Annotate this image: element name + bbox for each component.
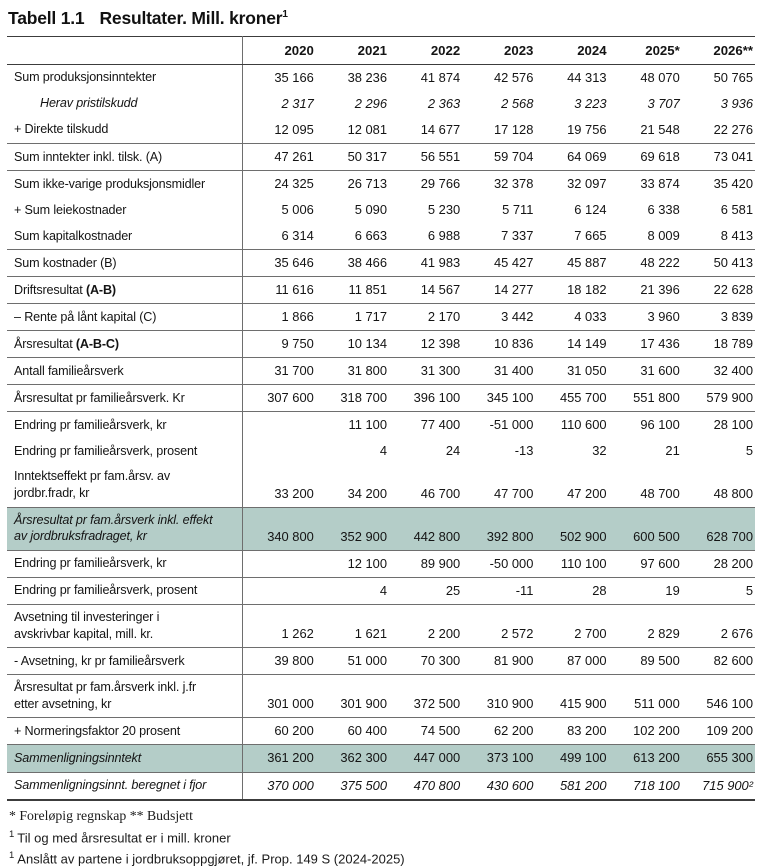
value-cell: 77 400 <box>389 412 462 439</box>
value-cell: 33 200 <box>274 485 314 501</box>
column-header: 2025* <box>609 37 682 65</box>
value-cell: 613 200 <box>609 745 682 772</box>
value-cell <box>243 550 316 577</box>
table-row <box>7 648 755 675</box>
value-cell: 1 621 <box>316 604 389 647</box>
results-table <box>7 36 755 801</box>
value-cell: 7 337 <box>501 228 534 244</box>
value-cell: 2 363 <box>427 96 461 112</box>
table-row <box>7 144 755 171</box>
value-cell: 62 200 <box>462 718 535 745</box>
value-cell: 10 134 <box>316 331 389 358</box>
value-cell: 718 100 <box>609 772 682 800</box>
row-label: Endring pr familieårsverk, prosent <box>7 577 243 604</box>
value-cell: 442 800 <box>389 507 462 550</box>
value-cell: 3 707 <box>647 96 680 112</box>
table-row <box>7 117 755 144</box>
value-cell: 12 081 <box>347 122 387 138</box>
value-cell: 455 700 <box>535 385 608 412</box>
value-cell: 41 874 <box>420 70 461 85</box>
value-cell: 6 338 <box>647 202 680 218</box>
value-cell: 48 700 <box>640 485 680 501</box>
value-cell: 81 900 <box>462 648 535 675</box>
value-cell: 370 000 <box>243 772 316 800</box>
value-cell: 35 646 <box>243 250 316 277</box>
row-label: Sammenligningsinntekt <box>7 745 243 772</box>
value-cell: 19 <box>609 577 682 604</box>
row-label: Herav pristilskudd <box>7 91 243 117</box>
value-cell: 3 839 <box>682 304 755 331</box>
value-cell: 12 095 <box>274 122 314 138</box>
column-header: 2020 <box>243 37 316 65</box>
value-cell: 73 041 <box>682 144 755 171</box>
value-cell: 447 000 <box>389 745 462 772</box>
value-cell: 307 600 <box>243 385 316 412</box>
value-cell: 89 900 <box>389 550 462 577</box>
table-row <box>7 331 755 358</box>
row-label: + Sum leiekostnader <box>7 197 243 223</box>
value-cell: 715 900² <box>682 772 755 800</box>
value-cell: 3 960 <box>609 304 682 331</box>
value-cell: 48 800 <box>713 485 753 501</box>
row-label: Sum kostnader (B) <box>7 250 243 277</box>
value-cell: 372 500 <box>389 675 462 718</box>
value-cell: -13 <box>514 443 534 459</box>
row-label: Endring pr familieårsverk, kr <box>7 412 243 439</box>
value-cell: 655 300 <box>682 745 755 772</box>
value-cell: 39 800 <box>243 648 316 675</box>
value-cell: 362 300 <box>316 745 389 772</box>
value-cell: 3 223 <box>574 96 607 112</box>
value-cell: 32 097 <box>535 171 608 198</box>
value-cell: 69 618 <box>609 144 682 171</box>
value-cell: 32 <box>592 443 607 459</box>
value-cell: 110 100 <box>535 550 608 577</box>
value-cell: 340 800 <box>243 507 316 550</box>
value-cell: 70 300 <box>389 648 462 675</box>
value-cell: 579 900 <box>682 385 755 412</box>
value-cell: 502 900 <box>535 507 608 550</box>
table-row <box>7 223 755 250</box>
value-cell: -11 <box>462 577 535 604</box>
value-cell: 11 616 <box>243 277 316 304</box>
value-cell: 25 <box>389 577 462 604</box>
value-cell: 318 700 <box>316 385 389 412</box>
value-cell: 17 128 <box>493 122 534 138</box>
value-cell: 96 100 <box>609 412 682 439</box>
table-row <box>7 197 755 223</box>
value-cell: 110 600 <box>535 412 608 439</box>
value-cell: 14 149 <box>535 331 608 358</box>
value-cell: 56 551 <box>389 144 462 171</box>
value-cell: 50 317 <box>316 144 389 171</box>
value-cell: 373 100 <box>462 745 535 772</box>
value-cell: 87 000 <box>535 648 608 675</box>
value-cell: 361 200 <box>243 745 316 772</box>
value-cell: 60 200 <box>243 718 316 745</box>
table-row <box>7 550 755 577</box>
row-label: Årsresultat pr familieårsverk. Kr <box>7 385 243 412</box>
value-cell: 7 665 <box>574 228 607 244</box>
value-cell: 6 314 <box>281 228 314 244</box>
value-cell: 5 006 <box>281 202 314 218</box>
value-cell: 5 711 <box>502 202 534 218</box>
row-label: Sammenligningsinnt. beregnet i fjor <box>7 772 243 800</box>
value-cell: 3 936 <box>720 96 753 112</box>
value-cell: 32 400 <box>682 358 755 385</box>
value-cell: 74 500 <box>389 718 462 745</box>
value-cell: 1 262 <box>243 604 316 647</box>
value-cell: 11 100 <box>316 412 389 439</box>
value-cell: 301 000 <box>243 675 316 718</box>
value-cell: 310 900 <box>462 675 535 718</box>
value-cell: 2 296 <box>354 96 387 112</box>
value-cell: 12 398 <box>389 331 462 358</box>
table-title <box>8 8 762 29</box>
value-cell: 8 009 <box>647 228 680 244</box>
value-cell: 28 <box>535 577 608 604</box>
table-row <box>7 171 755 198</box>
value-cell: 45 427 <box>462 250 535 277</box>
row-label: Sum inntekter inkl. tilsk. (A) <box>7 144 243 171</box>
value-cell: 5 230 <box>427 202 461 218</box>
value-cell: 11 851 <box>316 277 389 304</box>
footnote-mark: 1 <box>9 828 15 840</box>
row-label: Avsetning til investeringer i avskrivbar kapital, mill. kr. <box>7 604 243 647</box>
row-label: Årsresultat pr fam.årsverk inkl. effekt av jordbruksfradraget, kr <box>7 507 243 550</box>
value-cell: 6 663 <box>354 228 387 244</box>
table-row <box>7 65 755 92</box>
value-cell: 375 500 <box>316 772 389 800</box>
value-cell: 2 700 <box>535 604 608 647</box>
value-cell: 8 413 <box>720 228 753 244</box>
value-cell: 2 170 <box>389 304 462 331</box>
table-title-number: Tabell 1.1 <box>8 8 85 28</box>
value-cell: 44 313 <box>567 70 607 85</box>
footnote: $^1$ Anslått av partene i jordbruksoppgjøret, jf. Prop. 149 S (2024-2025) <box>9 849 405 866</box>
row-label: + Normeringsfaktor 20 prosent <box>7 718 243 745</box>
value-cell: 38 236 <box>347 70 387 85</box>
value-cell: 511 000 <box>609 675 682 718</box>
header-row <box>7 37 755 65</box>
table-header <box>7 37 755 65</box>
value-cell: 14 277 <box>462 277 535 304</box>
value-cell: 600 500 <box>609 507 682 550</box>
value-cell: 31 600 <box>609 358 682 385</box>
value-cell: 31 700 <box>243 358 316 385</box>
value-cell: 102 200 <box>609 718 682 745</box>
value-cell: 47 261 <box>243 144 316 171</box>
value-cell: 9 750 <box>243 331 316 358</box>
value-cell: 5 <box>745 443 753 459</box>
table-row <box>7 675 755 718</box>
value-cell: 14 567 <box>389 277 462 304</box>
value-cell: 24 325 <box>243 171 316 198</box>
value-cell: 1 866 <box>243 304 316 331</box>
table-row <box>7 577 755 604</box>
value-cell: 41 983 <box>389 250 462 277</box>
column-header: 2022 <box>389 37 462 65</box>
value-cell: 17 436 <box>609 331 682 358</box>
value-cell: 352 900 <box>316 507 389 550</box>
value-cell: 109 200 <box>682 718 755 745</box>
row-label: - Avsetning, kr pr familieårsverk <box>7 648 243 675</box>
table-row <box>7 277 755 304</box>
footnote: * Foreløpig regnskap ** Budsjett <box>9 807 193 823</box>
value-cell <box>243 438 316 464</box>
value-cell: 18 789 <box>682 331 755 358</box>
value-cell: 28 100 <box>682 412 755 439</box>
value-cell: 396 100 <box>389 385 462 412</box>
value-cell: 82 600 <box>682 648 755 675</box>
table-row <box>7 507 755 550</box>
value-cell: 24 <box>445 443 461 459</box>
row-label: Årsresultat pr fam.årsverk inkl. j.fr etter avsetning, kr <box>7 675 243 718</box>
table-row <box>7 604 755 647</box>
value-cell: 64 069 <box>535 144 608 171</box>
value-cell: 6 988 <box>427 228 461 244</box>
column-header: 2023 <box>462 37 535 65</box>
value-cell: 59 704 <box>462 144 535 171</box>
value-cell: 31 400 <box>462 358 535 385</box>
value-cell: 2 568 <box>501 96 534 112</box>
value-cell: 345 100 <box>462 385 535 412</box>
value-cell: -50 000 <box>462 550 535 577</box>
value-cell: 301 900 <box>316 675 389 718</box>
value-cell: 28 200 <box>682 550 755 577</box>
value-cell: 60 400 <box>316 718 389 745</box>
value-cell: 35 420 <box>682 171 755 198</box>
value-cell: 47 200 <box>567 485 607 501</box>
row-label: Driftsresultat (A-B) <box>7 277 243 304</box>
value-cell: 32 378 <box>462 171 535 198</box>
table-row <box>7 250 755 277</box>
value-cell: 31 300 <box>389 358 462 385</box>
value-cell: 21 548 <box>640 122 680 138</box>
table-row <box>7 412 755 439</box>
table-row <box>7 464 755 507</box>
value-cell: 546 100 <box>682 675 755 718</box>
value-cell: 22 628 <box>682 277 755 304</box>
value-cell: 45 887 <box>535 250 608 277</box>
value-cell: 26 713 <box>316 171 389 198</box>
value-cell: 33 874 <box>609 171 682 198</box>
value-cell: 4 033 <box>535 304 608 331</box>
value-cell: 35 166 <box>274 70 314 85</box>
value-cell: 31 050 <box>535 358 608 385</box>
value-cell: 19 756 <box>567 122 607 138</box>
value-cell: 14 677 <box>420 122 461 138</box>
value-cell <box>243 412 316 439</box>
value-cell: 5 <box>682 577 755 604</box>
value-cell: 12 100 <box>316 550 389 577</box>
value-cell: 415 900 <box>535 675 608 718</box>
value-cell: 4 <box>379 443 387 459</box>
value-cell: 10 836 <box>462 331 535 358</box>
table-title-footnote-mark: 1 <box>282 9 288 21</box>
footnotes <box>9 808 762 866</box>
row-label: + Direkte tilskudd <box>7 117 243 144</box>
table-row <box>7 438 755 464</box>
value-cell: 29 766 <box>389 171 462 198</box>
value-cell: 628 700 <box>682 507 755 550</box>
value-cell: -51 000 <box>462 412 535 439</box>
value-cell: 2 829 <box>609 604 682 647</box>
table-row <box>7 718 755 745</box>
table-row <box>7 358 755 385</box>
value-cell: 3 442 <box>462 304 535 331</box>
row-label: Inntektseffekt pr fam.årsv. av jordbr.fradr, kr <box>7 464 243 507</box>
value-cell: 48 222 <box>609 250 682 277</box>
table-body <box>7 65 755 800</box>
value-cell: 18 182 <box>535 277 608 304</box>
row-label: Sum ikke-varige produksjonsmidler <box>7 171 243 198</box>
value-cell: 31 800 <box>316 358 389 385</box>
value-cell: 89 500 <box>609 648 682 675</box>
header-corner-cell <box>7 37 243 65</box>
value-cell: 4 <box>316 577 389 604</box>
value-cell: 22 276 <box>713 122 753 138</box>
value-cell: 470 800 <box>389 772 462 800</box>
value-cell: 51 000 <box>316 648 389 675</box>
value-cell: 50 413 <box>682 250 755 277</box>
value-cell: 5 090 <box>354 202 387 218</box>
row-label: Endring pr familieårsverk, prosent <box>7 438 243 464</box>
row-label: – Rente på lånt kapital (C) <box>7 304 243 331</box>
value-cell: 499 100 <box>535 745 608 772</box>
column-header: 2024 <box>535 37 608 65</box>
value-cell: 6 581 <box>720 202 753 218</box>
row-label: Antall familieårsverk <box>7 358 243 385</box>
value-cell <box>243 577 316 604</box>
value-cell: 38 466 <box>316 250 389 277</box>
row-label: Årsresultat (A-B-C) <box>7 331 243 358</box>
value-cell: 2 572 <box>462 604 535 647</box>
value-cell: 2 317 <box>281 96 314 112</box>
table-row <box>7 772 755 800</box>
value-cell: 2 676 <box>682 604 755 647</box>
row-label: Sum produksjonsinntekter <box>7 65 243 92</box>
value-cell: 392 800 <box>462 507 535 550</box>
value-cell: 551 800 <box>609 385 682 412</box>
row-label: Sum kapitalkostnader <box>7 223 243 250</box>
value-cell: 21 <box>665 443 680 459</box>
value-cell: 21 396 <box>609 277 682 304</box>
value-cell: 47 700 <box>493 485 534 501</box>
table-row <box>7 91 755 117</box>
table-row <box>7 385 755 412</box>
value-cell: 1 717 <box>316 304 389 331</box>
value-cell: 83 200 <box>535 718 608 745</box>
footnote-mark: 1 <box>9 849 15 861</box>
table-title-text: Resultater. Mill. kroner <box>99 8 283 28</box>
value-cell: 50 765 <box>713 70 753 85</box>
value-cell: 581 200 <box>535 772 608 800</box>
column-header: 2021 <box>316 37 389 65</box>
value-cell: 6 124 <box>574 202 607 218</box>
value-cell: 48 070 <box>640 70 680 85</box>
value-cell: 430 600 <box>462 772 535 800</box>
value-cell: 42 576 <box>493 70 534 85</box>
footnote: $^1$ Til og med årsresultat er i mill. kroner <box>9 828 231 845</box>
table-row <box>7 304 755 331</box>
table-row <box>7 745 755 772</box>
value-cell: 2 200 <box>389 604 462 647</box>
column-header: 2026** <box>682 37 755 65</box>
row-label: Endring pr familieårsverk, kr <box>7 550 243 577</box>
value-cell: 97 600 <box>609 550 682 577</box>
value-cell: 34 200 <box>347 485 387 501</box>
value-cell: 46 700 <box>420 485 461 501</box>
